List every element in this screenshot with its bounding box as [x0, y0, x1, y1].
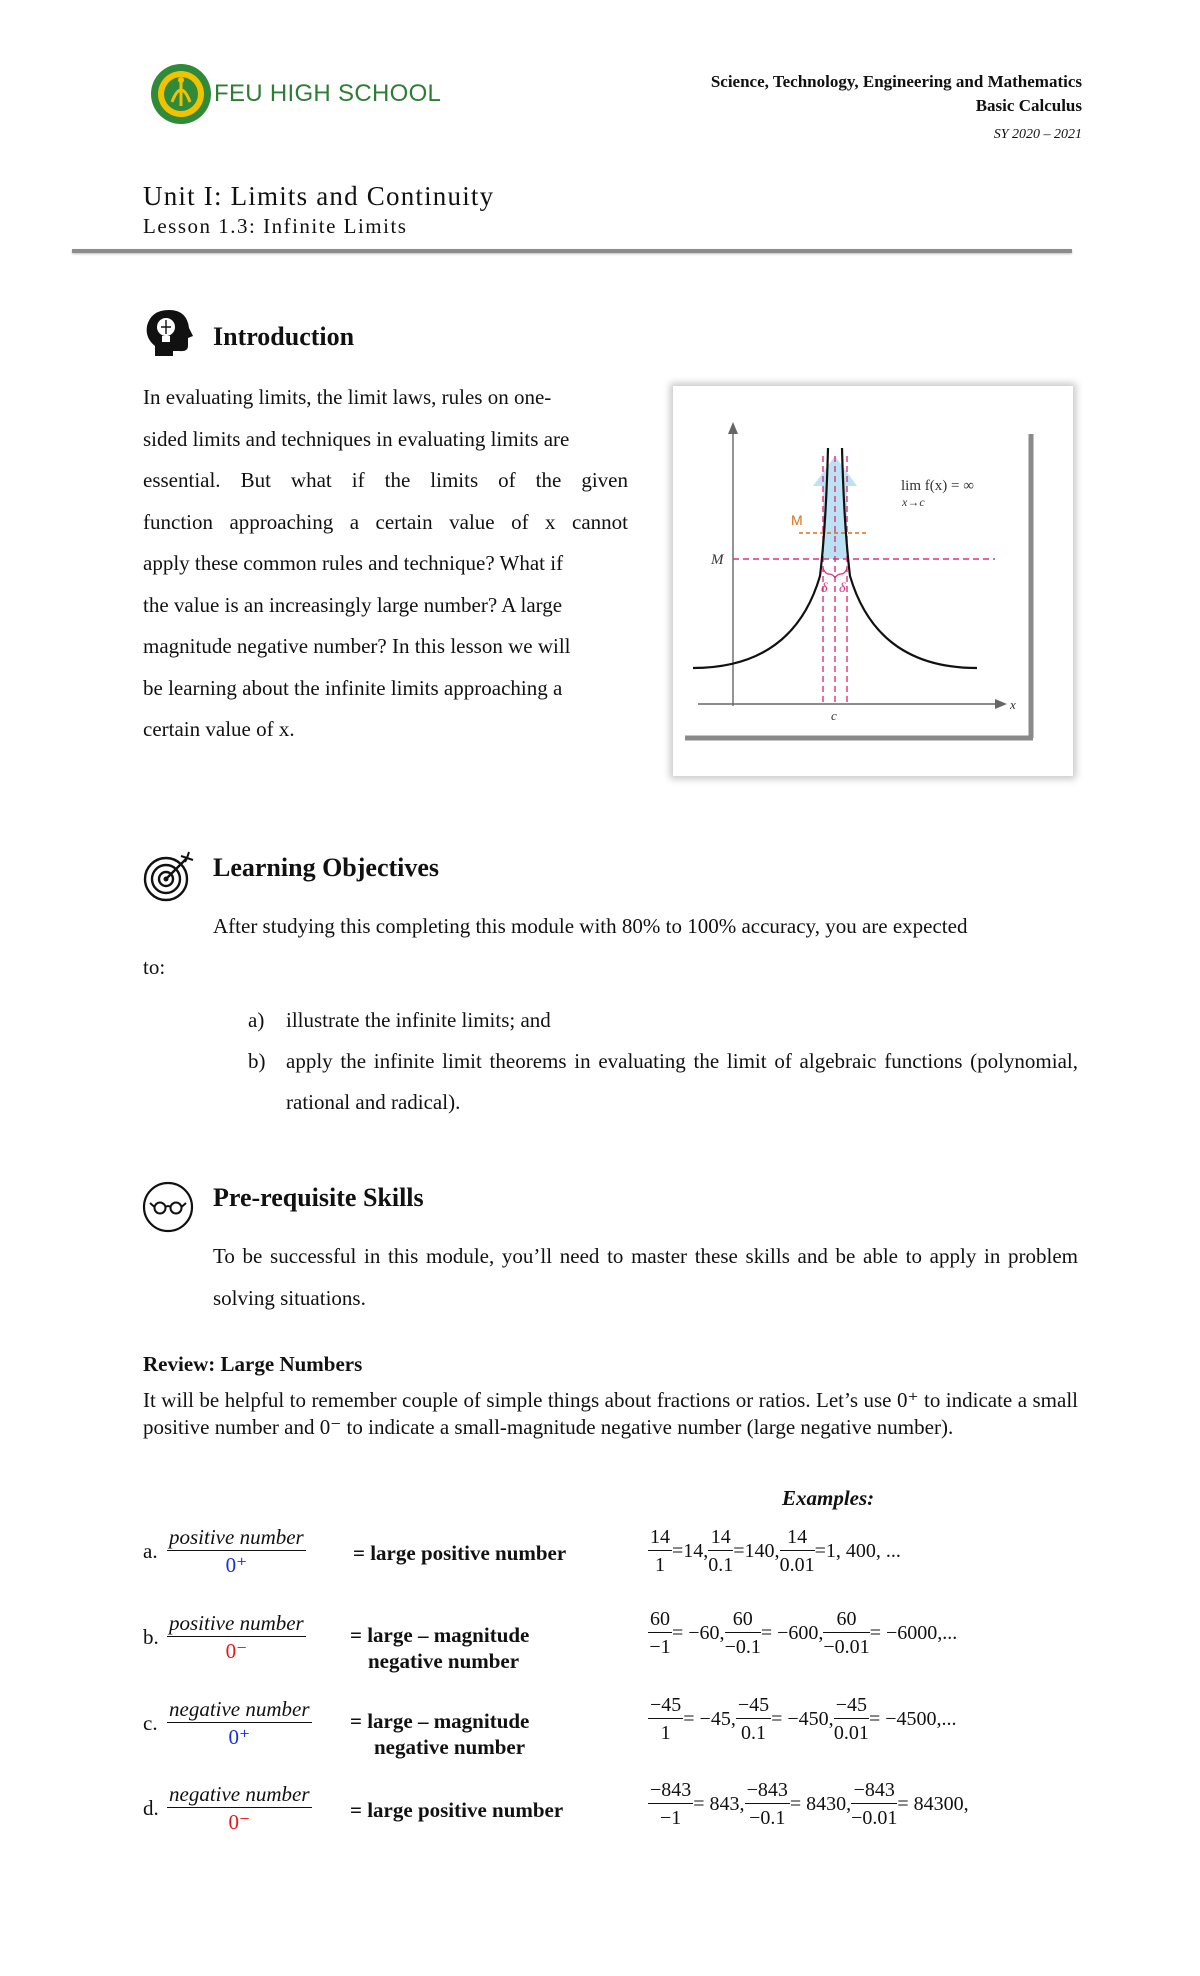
example-fraction: $\frac{14}{1}$ — [650, 1526, 670, 1576]
example-fraction: $\frac{14}{0.1}$ — [708, 1526, 734, 1576]
intro-line: essential. But what if the limits of the given — [143, 468, 628, 492]
example-result: =14, — [672, 1540, 709, 1562]
objectives-intro-tail: to: — [143, 955, 166, 979]
rule-letter: a. — [143, 1539, 158, 1563]
rule-denominator: 0⁺ — [225, 1553, 248, 1577]
rule-result: = large – magnitude negative number — [350, 1709, 530, 1759]
objectives-heading: Learning Objectives — [213, 853, 440, 882]
rule-fraction — [167, 1781, 312, 1836]
figure-label-delta-right: δ — [839, 581, 846, 596]
examples-label: Examples: — [782, 1486, 875, 1510]
figure-label-delta-left: δ — [821, 581, 828, 596]
prerequisite-heading: Pre-requisite Skills — [213, 1183, 424, 1212]
example-result: = 84300, — [897, 1793, 969, 1815]
objective-marker: a) — [248, 1008, 265, 1032]
intro-line: magnitude negative number? In this lesson we will — [143, 634, 571, 658]
example-result: = 8430, — [789, 1793, 852, 1815]
objectives-list — [248, 1000, 1078, 1123]
figure-label-m-marker: M — [791, 512, 803, 528]
figure-label-c: c — [831, 708, 837, 723]
rule-result: = large positive number — [350, 1798, 564, 1822]
rule-fraction — [167, 1610, 306, 1665]
rule-row-a — [143, 1524, 306, 1579]
objectives-intro: After studying this completing this module with 80% to 100% accuracy, you are expected — [213, 914, 968, 938]
example-result: =1, 400, ... — [814, 1540, 901, 1562]
figure-limit-text: lim f(x) = ∞ — [901, 478, 974, 494]
example-result: = −450, — [771, 1708, 834, 1730]
figure-label-m: M — [711, 552, 724, 568]
example-fraction: $\frac{60}{-1}$ — [649, 1608, 671, 1658]
objective-marker: b) — [248, 1049, 266, 1073]
rule-letter: b. — [143, 1625, 159, 1649]
example-result: = −600, — [760, 1622, 824, 1644]
rule-row-b — [143, 1610, 306, 1665]
intro-line: the value is an increasingly large number? A large — [143, 592, 563, 617]
example-result: = 843, — [693, 1793, 745, 1815]
example-fraction: $\frac{14}{0.01}$ — [779, 1526, 815, 1576]
rule-denominator: 0⁺ — [228, 1725, 251, 1749]
figure-label-x: x — [1010, 697, 1016, 712]
infinite-limit-figure — [673, 386, 1073, 776]
target-icon — [141, 850, 195, 909]
examples-d — [648, 1777, 969, 1832]
infinite-limit-graph — [673, 386, 1073, 776]
rule-fraction — [167, 1524, 306, 1579]
intro-line: sided limits and techniques in evaluating limits are — [143, 426, 570, 451]
header-right — [711, 70, 1082, 118]
figure-limit-sub: x→c — [902, 495, 925, 509]
rule-numerator: positive number — [169, 1611, 304, 1635]
intro-line: In evaluating limits, the limit laws, rules on one- — [143, 385, 552, 409]
examples-a — [648, 1524, 901, 1579]
head-lightbulb-icon — [141, 306, 197, 367]
example-result: = −60, — [672, 1622, 725, 1644]
intro-line: apply these common rules and technique? What if — [143, 551, 564, 575]
review-heading: Review: Large Numbers — [143, 1352, 363, 1376]
school-year: SY 2020 – 2021 — [993, 127, 1082, 142]
rule-numerator: positive number — [169, 1525, 304, 1549]
rule-letter: c. — [143, 1711, 158, 1735]
subject-name: Basic Calculus — [975, 96, 1082, 115]
review-text: It will be helpful to remember couple of simple things about fractions or ratios. Let’s use 0⁺ to indicate a small positive number and 0⁻ to indicate a small-magnitude negative number (large negative number). — [143, 1388, 1078, 1439]
example-result: =140, — [733, 1540, 780, 1562]
example-fraction: $\frac{-843}{-1}$ — [650, 1779, 692, 1829]
introduction-heading: Introduction — [213, 322, 355, 351]
example-fraction: $\frac{-45}{1}$ — [650, 1694, 682, 1744]
introduction-text — [143, 377, 628, 751]
intro-line: be learning about the infinite limits approaching a — [143, 675, 563, 700]
example-fraction: $\frac{60}{-0.01}$ — [823, 1608, 870, 1658]
objective-text: apply the infinite limit theorems in evaluating the limit of algebraic functions (polynomial, rational and radical). — [286, 1049, 1078, 1114]
school-name: FEU HIGH SCHOOL — [214, 80, 442, 107]
intro-line: function approaching a certain value of x cannot — [143, 509, 628, 534]
rule-denominator: 0⁻ — [225, 1639, 248, 1663]
strand-name: Science, Technology, Engineering and Mathematics — [710, 72, 1082, 91]
example-fraction: $\frac{-843}{-0.1}$ — [746, 1779, 788, 1829]
feu-seal-icon — [150, 58, 212, 130]
example-result: = −4500,... — [868, 1708, 957, 1730]
example-fraction: $\frac{-843}{-0.01}$ — [851, 1779, 898, 1829]
rule-numerator: negative number — [169, 1697, 310, 1721]
prerequisite-text: To be successful in this module, you’ll need to master these skills and be able to apply in problem solving situations. — [213, 1244, 1078, 1310]
header-divider — [72, 249, 1072, 253]
glasses-icon — [141, 1180, 195, 1239]
rule-letter: d. — [143, 1796, 159, 1820]
example-result: = −6000,... — [869, 1622, 958, 1644]
example-result: = −45, — [683, 1708, 736, 1730]
rule-result: = large positive number — [353, 1541, 567, 1565]
rule-result: = large – magnitude negative number — [350, 1623, 530, 1673]
example-fraction: $\frac{-45}{0.01}$ — [833, 1694, 869, 1744]
rule-fraction — [167, 1696, 312, 1751]
lesson-title: Lesson 1.3: Infinite Limits — [143, 214, 408, 238]
rule-denominator: 0⁻ — [228, 1810, 251, 1834]
rule-row-c — [143, 1696, 312, 1751]
examples-c — [648, 1692, 957, 1747]
rule-numerator: negative number — [169, 1782, 310, 1806]
examples-b — [648, 1606, 957, 1661]
unit-title: Unit I: Limits and Continuity — [143, 181, 495, 211]
example-fraction: $\frac{-45}{0.1}$ — [737, 1694, 770, 1744]
objective-item — [248, 1000, 1078, 1041]
objective-text: illustrate the infinite limits; and — [286, 1008, 551, 1032]
objective-item — [248, 1041, 1078, 1123]
intro-line: certain value of x. — [143, 717, 295, 741]
example-fraction: $\frac{60}{-0.1}$ — [724, 1608, 761, 1658]
rule-row-d — [143, 1781, 312, 1836]
